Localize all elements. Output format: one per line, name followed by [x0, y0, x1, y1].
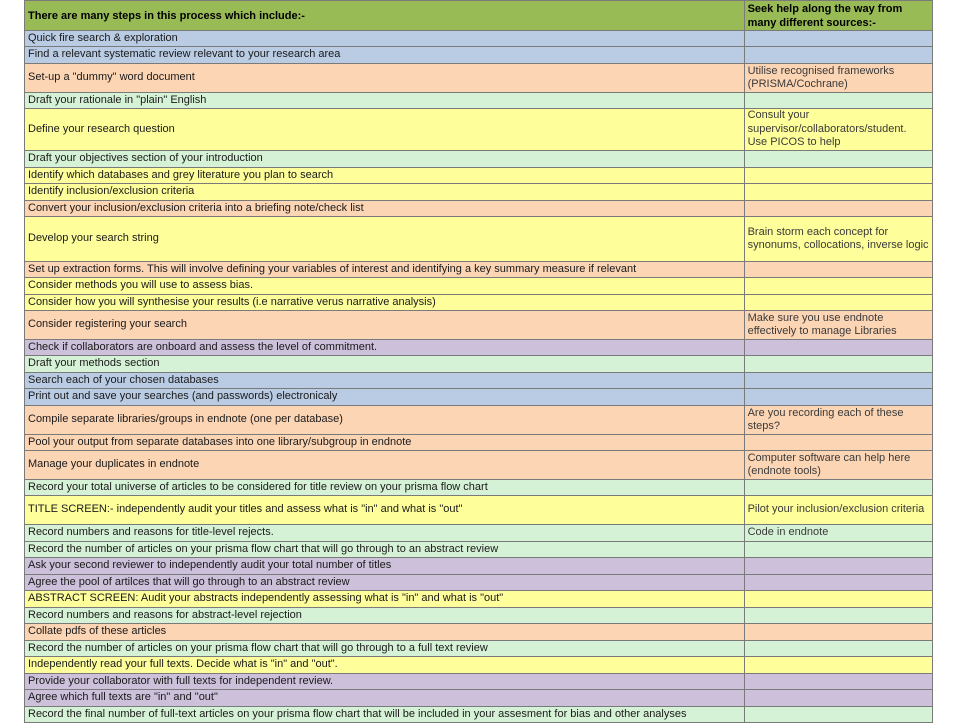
table-row [25, 373, 933, 389]
help-cell: Are you recording each of these steps? [744, 406, 932, 435]
step-cell: Independently read your full texts. Decide what is "in" and "out". [25, 657, 745, 674]
table-row [25, 151, 933, 168]
step-cell: Record the number of articles on your prisma flow chart that will go through to an abstract review [25, 542, 745, 558]
help-cell [744, 373, 932, 389]
table-row [25, 525, 933, 542]
table-row [25, 47, 933, 64]
step-cell: Set-up a "dummy" word document [25, 64, 745, 93]
help-cell [744, 295, 932, 311]
table-row [25, 109, 933, 151]
help-cell [744, 389, 932, 406]
step-cell: Agree which full texts are "in" and "out" [25, 690, 745, 707]
help-cell [744, 657, 932, 674]
help-cell [744, 558, 932, 575]
help-cell [744, 690, 932, 707]
table-row [25, 641, 933, 657]
table-row [25, 608, 933, 624]
table-row [25, 93, 933, 109]
table-row [25, 311, 933, 340]
step-cell: Develop your search string [25, 217, 745, 262]
help-cell: Brain storm each concept for synonums, collocations, inverse logic [744, 217, 932, 262]
step-cell: Record numbers and reasons for abstract-level rejection [25, 608, 745, 624]
table-row [25, 707, 933, 723]
step-cell: Quick fire search & exploration [25, 31, 745, 47]
help-cell: Consult your supervisor/collaborators/student. Use PICOS to help [744, 109, 932, 151]
step-cell: Pool your output from separate databases into one library/subgroup in endnote [25, 435, 745, 451]
step-cell: Record your total universe of articles to be considered for title review on your prisma flow chart [25, 480, 745, 496]
table-row [25, 201, 933, 217]
table-row [25, 389, 933, 406]
table-row [25, 674, 933, 690]
help-cell [744, 435, 932, 451]
step-cell: Consider methods you will use to assess bias. [25, 278, 745, 295]
table-row [25, 356, 933, 373]
step-cell: Define your research question [25, 109, 745, 151]
step-cell: Record the number of articles on your prisma flow chart that will go through to a full text review [25, 641, 745, 657]
help-cell [744, 624, 932, 641]
table-row [25, 657, 933, 674]
table-row [25, 295, 933, 311]
step-cell: Check if collaborators are onboard and assess the level of commitment. [25, 340, 745, 356]
table-row [25, 184, 933, 201]
step-cell: Ask your second reviewer to independently audit your total number of titles [25, 558, 745, 575]
table-row [25, 340, 933, 356]
table-row [25, 262, 933, 278]
help-cell [744, 480, 932, 496]
help-cell [744, 674, 932, 690]
table-row [25, 591, 933, 608]
table-row [25, 480, 933, 496]
table-row [25, 451, 933, 480]
step-cell: Find a relevant systematic review relevant to your research area [25, 47, 745, 64]
help-cell [744, 575, 932, 591]
header-row [25, 1, 933, 31]
process-steps-table [24, 0, 933, 723]
help-cell [744, 47, 932, 64]
help-cell [744, 356, 932, 373]
step-cell: Set up extraction forms. This will involve defining your variables of interest and identifying a key summary measure if relevant [25, 262, 745, 278]
step-cell: Collate pdfs of these articles [25, 624, 745, 641]
help-cell: Computer software can help here (endnote tools) [744, 451, 932, 480]
step-cell: Draft your rationale in "plain" English [25, 93, 745, 109]
step-cell: Record the final number of full-text articles on your prisma flow chart that will be included in your assesment for bias and other analyses [25, 707, 745, 723]
help-cell [744, 262, 932, 278]
help-header-cell: Seek help along the way from many different sources:- [744, 1, 932, 31]
help-cell [744, 591, 932, 608]
step-cell: Search each of your chosen databases [25, 373, 745, 389]
table-row [25, 435, 933, 451]
step-cell: Consider how you will synthesise your results (i.e narrative verus narrative analysis) [25, 295, 745, 311]
table-row [25, 278, 933, 295]
step-cell: ABSTRACT SCREEN: Audit your abstracts independently assessing what is "in" and what is "out" [25, 591, 745, 608]
table-row [25, 168, 933, 184]
table-body [25, 1, 933, 723]
table-row [25, 542, 933, 558]
step-cell: Provide your collaborator with full texts for independent review. [25, 674, 745, 690]
help-cell [744, 608, 932, 624]
help-cell [744, 707, 932, 723]
table-row [25, 558, 933, 575]
table-row [25, 496, 933, 525]
table-row [25, 690, 933, 707]
steps-header-cell: There are many steps in this process which include:- [25, 1, 745, 31]
step-cell: Draft your methods section [25, 356, 745, 373]
table-row [25, 624, 933, 641]
help-cell: Utilise recognised frameworks (PRISMA/Cochrane) [744, 64, 932, 93]
help-cell [744, 641, 932, 657]
step-cell: Agree the pool of artilces that will go through to an abstract review [25, 575, 745, 591]
step-cell: Compile separate libraries/groups in endnote (one per database) [25, 406, 745, 435]
help-cell: Code in endnote [744, 525, 932, 542]
step-cell: Identify inclusion/exclusion criteria [25, 184, 745, 201]
help-cell [744, 184, 932, 201]
step-cell: Consider registering your search [25, 311, 745, 340]
table-row [25, 64, 933, 93]
help-cell [744, 31, 932, 47]
help-cell [744, 168, 932, 184]
step-cell: Identify which databases and grey literature you plan to search [25, 168, 745, 184]
table-row [25, 575, 933, 591]
step-cell: Print out and save your searches (and passwords) electronicaly [25, 389, 745, 406]
step-cell: Draft your objectives section of your introduction [25, 151, 745, 168]
table-row [25, 217, 933, 262]
help-cell [744, 93, 932, 109]
table-row [25, 31, 933, 47]
step-cell: Record numbers and reasons for title-level rejects. [25, 525, 745, 542]
help-cell [744, 151, 932, 168]
help-cell: Pilot your inclusion/exclusion criteria [744, 496, 932, 525]
help-cell [744, 278, 932, 295]
step-cell: Manage your duplicates in endnote [25, 451, 745, 480]
step-cell: Convert your inclusion/exclusion criteria into a briefing note/check list [25, 201, 745, 217]
help-cell [744, 201, 932, 217]
help-cell [744, 542, 932, 558]
table-row [25, 406, 933, 435]
step-cell: TITLE SCREEN:- independently audit your titles and assess what is "in" and what is "out" [25, 496, 745, 525]
help-cell [744, 340, 932, 356]
help-cell: Make sure you use endnote effectively to manage Libraries [744, 311, 932, 340]
